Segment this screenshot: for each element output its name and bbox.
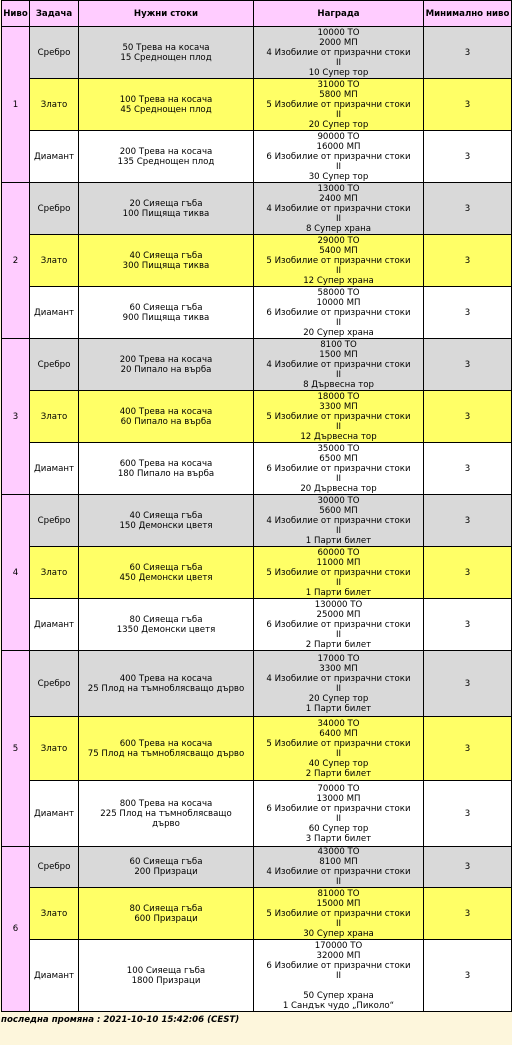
task-cell: Злато bbox=[30, 79, 79, 131]
reward-line: II bbox=[335, 629, 342, 640]
goods-line: 80 Сияеща гъба bbox=[129, 903, 203, 914]
goods-line: 135 Среднощен плод bbox=[117, 156, 215, 167]
goods-line: 450 Демонски цветя bbox=[119, 572, 213, 583]
goods-cell bbox=[79, 235, 254, 287]
reward-line: 20 Супер тор bbox=[308, 119, 369, 130]
table-row bbox=[2, 235, 512, 287]
reward-line: 6 Изобилие от призрачни стоки bbox=[266, 307, 411, 318]
reward-cell bbox=[254, 717, 424, 781]
reward-line: II bbox=[335, 525, 342, 536]
min-level-cell: 3 bbox=[424, 79, 512, 131]
table-row bbox=[2, 781, 512, 847]
reward-line: 5600 МП bbox=[319, 505, 358, 516]
reward-line: 6500 МП bbox=[319, 453, 358, 464]
reward-cell bbox=[254, 131, 424, 183]
goods-line: дърво bbox=[152, 818, 180, 829]
goods-line: 200 Трева на косача bbox=[119, 146, 213, 157]
table-row bbox=[2, 27, 512, 79]
goods-line: 40 Сияеща гъба bbox=[129, 510, 203, 521]
goods-line: 400 Трева на косача bbox=[119, 406, 213, 417]
level-cell: 6 bbox=[2, 847, 30, 1012]
reward-line: 4 Изобилие от призрачни стоки bbox=[266, 203, 411, 214]
goods-line: 60 Сияеща гъба bbox=[129, 302, 203, 313]
reward-line: 29000 ТО bbox=[317, 235, 360, 246]
goods-cell bbox=[79, 131, 254, 183]
task-cell: Злато bbox=[30, 717, 79, 781]
table-row bbox=[2, 940, 512, 1012]
level-cell: 1 bbox=[2, 27, 30, 183]
reward-cell bbox=[254, 391, 424, 443]
reward-line: 6 Изобилие от призрачни стоки bbox=[266, 463, 411, 474]
task-cell: Сребро bbox=[30, 651, 79, 717]
task-cell: Сребро bbox=[30, 339, 79, 391]
reward-line: 3300 МП bbox=[319, 401, 358, 412]
min-level-cell: 3 bbox=[424, 940, 512, 1012]
min-level-cell: 3 bbox=[424, 27, 512, 79]
reward-line: 10 Супер тор bbox=[308, 67, 369, 78]
goods-cell bbox=[79, 847, 254, 888]
header-task: Задача bbox=[30, 1, 79, 27]
reward-line: 5 Изобилие от призрачни стоки bbox=[266, 255, 411, 266]
task-cell: Диамант bbox=[30, 781, 79, 847]
reward-line: 20 Супер тор bbox=[308, 693, 369, 704]
reward-cell bbox=[254, 599, 424, 651]
reward-line: II bbox=[335, 577, 342, 588]
reward-line: 1 Парти билет bbox=[305, 703, 372, 714]
goods-cell bbox=[79, 79, 254, 131]
min-level-cell: 3 bbox=[424, 847, 512, 888]
reward-line: 4 Изобилие от призрачни стоки bbox=[266, 359, 411, 370]
reward-line: 6 Изобилие от призрачни стоки bbox=[266, 803, 411, 814]
reward-cell bbox=[254, 79, 424, 131]
reward-line: 34000 ТО bbox=[317, 718, 360, 729]
header-row bbox=[2, 1, 512, 27]
goods-line: 20 Сияеща гъба bbox=[129, 198, 203, 209]
reward-line: 3 Парти билет bbox=[305, 833, 372, 844]
table-row bbox=[2, 79, 512, 131]
reward-line: II bbox=[335, 265, 342, 276]
task-cell: Диамант bbox=[30, 940, 79, 1012]
table-row bbox=[2, 717, 512, 781]
min-level-cell: 3 bbox=[424, 339, 512, 391]
reward-line: 1 Парти билет bbox=[305, 587, 372, 598]
reward-line: 35000 ТО bbox=[317, 443, 360, 454]
reward-line: II bbox=[335, 57, 342, 68]
goods-line: 25 Плод на тъмноблясващо дърво bbox=[87, 683, 245, 694]
reward-cell bbox=[254, 183, 424, 235]
goods-cell bbox=[79, 391, 254, 443]
reward-line: 60 Супер тор bbox=[308, 823, 369, 834]
reward-line: 40 Супер тор bbox=[308, 758, 369, 769]
reward-line: 32000 МП bbox=[316, 950, 361, 961]
goods-line: 600 Призраци bbox=[134, 913, 198, 924]
reward-line: 70000 ТО bbox=[317, 783, 360, 794]
reward-line: 170000 ТО bbox=[314, 940, 363, 951]
goods-line: 60 Сияеща гъба bbox=[129, 562, 203, 573]
reward-line: 15000 МП bbox=[316, 898, 361, 909]
reward-line: 5 Изобилие от призрачни стоки bbox=[266, 738, 411, 749]
task-cell: Злато bbox=[30, 235, 79, 287]
goods-line: 15 Среднощен плод bbox=[120, 52, 212, 63]
table-row bbox=[2, 391, 512, 443]
table-row bbox=[2, 599, 512, 651]
goods-cell bbox=[79, 940, 254, 1012]
reward-line: 8 Дървесна тор bbox=[303, 379, 374, 390]
last-modified: последна промяна : 2021-10-10 15:42:06 (CEST) bbox=[1, 1015, 240, 1025]
min-level-cell: 3 bbox=[424, 391, 512, 443]
reward-line: II bbox=[335, 813, 342, 824]
reward-line: II bbox=[335, 109, 342, 120]
goods-line: 75 Плод на тъмноблясващо дърво bbox=[87, 748, 245, 759]
reward-line: 5400 МП bbox=[319, 245, 358, 256]
min-level-cell: 3 bbox=[424, 547, 512, 599]
reward-line: II bbox=[335, 317, 342, 328]
min-level-cell: 3 bbox=[424, 235, 512, 287]
min-level-cell: 3 bbox=[424, 183, 512, 235]
goods-line: 300 Пищяща тиква bbox=[122, 260, 210, 271]
reward-line: 18000 ТО bbox=[317, 391, 360, 402]
table-row bbox=[2, 495, 512, 547]
table-row bbox=[2, 847, 512, 888]
reward-line: 2 Парти билет bbox=[305, 639, 372, 650]
task-cell: Диамант bbox=[30, 287, 79, 339]
goods-cell bbox=[79, 717, 254, 781]
reward-line: 10000 МП bbox=[316, 297, 361, 308]
level-cell: 5 bbox=[2, 651, 30, 847]
reward-line: II bbox=[335, 918, 342, 929]
reward-cell bbox=[254, 495, 424, 547]
reward-line: II bbox=[335, 748, 342, 759]
reward-line: 50 Супер храна bbox=[303, 990, 374, 1001]
min-level-cell: 3 bbox=[424, 888, 512, 940]
level-cell: 2 bbox=[2, 183, 30, 339]
reward-line: 2 Парти билет bbox=[305, 768, 372, 779]
min-level-cell: 3 bbox=[424, 717, 512, 781]
goods-line: 40 Сияеща гъба bbox=[129, 250, 203, 261]
reward-line: 12 Супер храна bbox=[303, 275, 374, 286]
goods-line: 200 Трева на косача bbox=[119, 354, 213, 365]
table-body bbox=[2, 27, 512, 1012]
goods-line: 80 Сияеща гъба bbox=[129, 614, 203, 625]
header-goods: Нужни стоки bbox=[79, 1, 254, 27]
goods-line: 45 Среднощен плод bbox=[120, 104, 212, 115]
level-cell: 3 bbox=[2, 339, 30, 495]
reward-line: 13000 МП bbox=[316, 793, 361, 804]
reward-line: 3300 МП bbox=[319, 663, 358, 674]
reward-line: 90000 ТО bbox=[317, 131, 360, 142]
reward-line: 6 Изобилие от призрачни стоки bbox=[266, 619, 411, 630]
task-cell: Диамант bbox=[30, 599, 79, 651]
goods-cell bbox=[79, 599, 254, 651]
reward-line: 16000 МП bbox=[316, 141, 361, 152]
reward-line: II bbox=[335, 683, 342, 694]
task-cell: Злато bbox=[30, 391, 79, 443]
reward-line: 13000 ТО bbox=[317, 183, 360, 194]
goods-cell bbox=[79, 651, 254, 717]
table-row bbox=[2, 888, 512, 940]
reward-line bbox=[254, 981, 423, 991]
goods-line: 150 Демонски цветя bbox=[119, 520, 213, 531]
task-cell: Сребро bbox=[30, 27, 79, 79]
reward-line: 12 Дървесна тор bbox=[300, 431, 377, 442]
reward-cell bbox=[254, 651, 424, 717]
min-level-cell: 3 bbox=[424, 495, 512, 547]
reward-cell bbox=[254, 847, 424, 888]
goods-cell bbox=[79, 443, 254, 495]
reward-line: 4 Изобилие от призрачни стоки bbox=[266, 47, 411, 58]
reward-line: 58000 ТО bbox=[317, 287, 360, 298]
reward-line: 4 Изобилие от призрачни стоки bbox=[266, 673, 411, 684]
reward-line: 6400 МП bbox=[319, 728, 358, 739]
goods-line: 800 Трева на косача bbox=[119, 798, 213, 809]
header-min-level: Минимално ниво bbox=[424, 1, 512, 27]
goods-line: 1800 Призраци bbox=[131, 975, 201, 986]
reward-line: 5 Изобилие от призрачни стоки bbox=[266, 411, 411, 422]
goods-line: 20 Пипало на върба bbox=[120, 364, 212, 375]
table-row bbox=[2, 651, 512, 717]
table-row bbox=[2, 443, 512, 495]
goods-line: 400 Трева на косача bbox=[119, 673, 213, 684]
reward-line: 2400 МП bbox=[319, 193, 358, 204]
goods-cell bbox=[79, 27, 254, 79]
reward-line: 60000 ТО bbox=[317, 547, 360, 558]
reward-line: 4 Изобилие от призрачни стоки bbox=[266, 867, 411, 877]
reward-line: 6 Изобилие от призрачни стоки bbox=[266, 960, 411, 971]
goods-cell bbox=[79, 183, 254, 235]
reward-line: 2000 МП bbox=[319, 37, 358, 48]
reward-line: 6 Изобилие от призрачни стоки bbox=[266, 151, 411, 162]
task-cell: Диамант bbox=[30, 131, 79, 183]
min-level-cell: 3 bbox=[424, 287, 512, 339]
reward-line: II bbox=[335, 161, 342, 172]
table-row bbox=[2, 183, 512, 235]
goods-line: 60 Пипало на върба bbox=[120, 416, 212, 427]
goods-cell bbox=[79, 287, 254, 339]
goods-line: 60 Сияеща гъба bbox=[129, 857, 203, 867]
reward-line: 81000 ТО bbox=[317, 888, 360, 899]
reward-line: II bbox=[335, 970, 342, 981]
reward-line: 8100 МП bbox=[319, 857, 358, 867]
reward-cell bbox=[254, 287, 424, 339]
reward-line: II bbox=[335, 877, 342, 887]
goods-line: 600 Трева на косача bbox=[119, 458, 213, 469]
table-row bbox=[2, 547, 512, 599]
goods-line: 600 Трева на косача bbox=[119, 738, 213, 749]
goods-line: 225 Плод на тъмноблясващо bbox=[100, 808, 232, 819]
goods-line: 900 Пищяща тиква bbox=[122, 312, 210, 323]
goods-cell bbox=[79, 339, 254, 391]
header-level: Ниво bbox=[2, 1, 30, 27]
reward-line: 5 Изобилие от призрачни стоки bbox=[266, 908, 411, 919]
reward-line: 20 Дървесна тор bbox=[300, 483, 377, 494]
reward-line: 10000 ТО bbox=[317, 27, 360, 38]
reward-line: 17000 ТО bbox=[317, 653, 360, 664]
reward-line: II bbox=[335, 421, 342, 432]
min-level-cell: 3 bbox=[424, 443, 512, 495]
task-cell: Злато bbox=[30, 547, 79, 599]
goods-line: 100 Трева на косача bbox=[119, 94, 213, 105]
goods-cell bbox=[79, 547, 254, 599]
min-level-cell: 3 bbox=[424, 781, 512, 847]
reward-cell bbox=[254, 888, 424, 940]
reward-line: 43000 ТО bbox=[317, 847, 360, 857]
reward-line: 5 Изобилие от призрачни стоки bbox=[266, 99, 411, 110]
reward-line: 8100 ТО bbox=[320, 339, 357, 350]
level-cell: 4 bbox=[2, 495, 30, 651]
reward-cell bbox=[254, 940, 424, 1012]
reward-line: 25000 МП bbox=[316, 609, 361, 620]
task-cell: Злато bbox=[30, 888, 79, 940]
reward-line: 30 Супер храна bbox=[303, 928, 374, 939]
reward-line: 5 Изобилие от призрачни стоки bbox=[266, 567, 411, 578]
reward-cell bbox=[254, 27, 424, 79]
goods-line: 100 Сияеща гъба bbox=[126, 965, 206, 976]
goods-line: 100 Пищяща тиква bbox=[122, 208, 210, 219]
reward-line: II bbox=[335, 213, 342, 224]
reward-line: 1 Парти билет bbox=[305, 535, 372, 546]
header-reward: Награда bbox=[254, 1, 424, 27]
reward-line: 4 Изобилие от призрачни стоки bbox=[266, 515, 411, 526]
reward-cell bbox=[254, 339, 424, 391]
reward-line: 30000 ТО bbox=[317, 495, 360, 506]
reward-line: 20 Супер храна bbox=[303, 327, 374, 338]
table-row bbox=[2, 287, 512, 339]
task-cell: Сребро bbox=[30, 847, 79, 888]
task-cell: Диамант bbox=[30, 443, 79, 495]
goods-cell bbox=[79, 495, 254, 547]
reward-cell bbox=[254, 443, 424, 495]
goods-line: 200 Призраци bbox=[134, 867, 198, 877]
goods-cell bbox=[79, 888, 254, 940]
min-level-cell: 3 bbox=[424, 599, 512, 651]
goods-cell bbox=[79, 781, 254, 847]
reward-line: 130000 ТО bbox=[314, 599, 363, 610]
goods-line: 50 Трева на косача bbox=[122, 42, 210, 53]
tasks-table bbox=[1, 0, 512, 1012]
reward-line: 1500 МП bbox=[319, 349, 358, 360]
min-level-cell: 3 bbox=[424, 131, 512, 183]
min-level-cell: 3 bbox=[424, 651, 512, 717]
reward-line: 5800 МП bbox=[319, 89, 358, 100]
reward-line: 31000 ТО bbox=[317, 79, 360, 90]
reward-cell bbox=[254, 547, 424, 599]
reward-line: 1 Сандък чудо „Пиколо“ bbox=[282, 1000, 395, 1011]
reward-line: II bbox=[335, 473, 342, 484]
reward-line: 30 Супер тор bbox=[308, 171, 369, 182]
table-row bbox=[2, 131, 512, 183]
reward-cell bbox=[254, 235, 424, 287]
reward-cell bbox=[254, 781, 424, 847]
goods-line: 180 Пипало на върба bbox=[117, 468, 215, 479]
goods-line: 1350 Демонски цветя bbox=[116, 624, 216, 635]
table-row bbox=[2, 339, 512, 391]
task-cell: Сребро bbox=[30, 183, 79, 235]
reward-line: II bbox=[335, 369, 342, 380]
reward-line: 11000 МП bbox=[316, 557, 361, 568]
reward-line: 8 Супер храна bbox=[305, 223, 372, 234]
task-cell: Сребро bbox=[30, 495, 79, 547]
